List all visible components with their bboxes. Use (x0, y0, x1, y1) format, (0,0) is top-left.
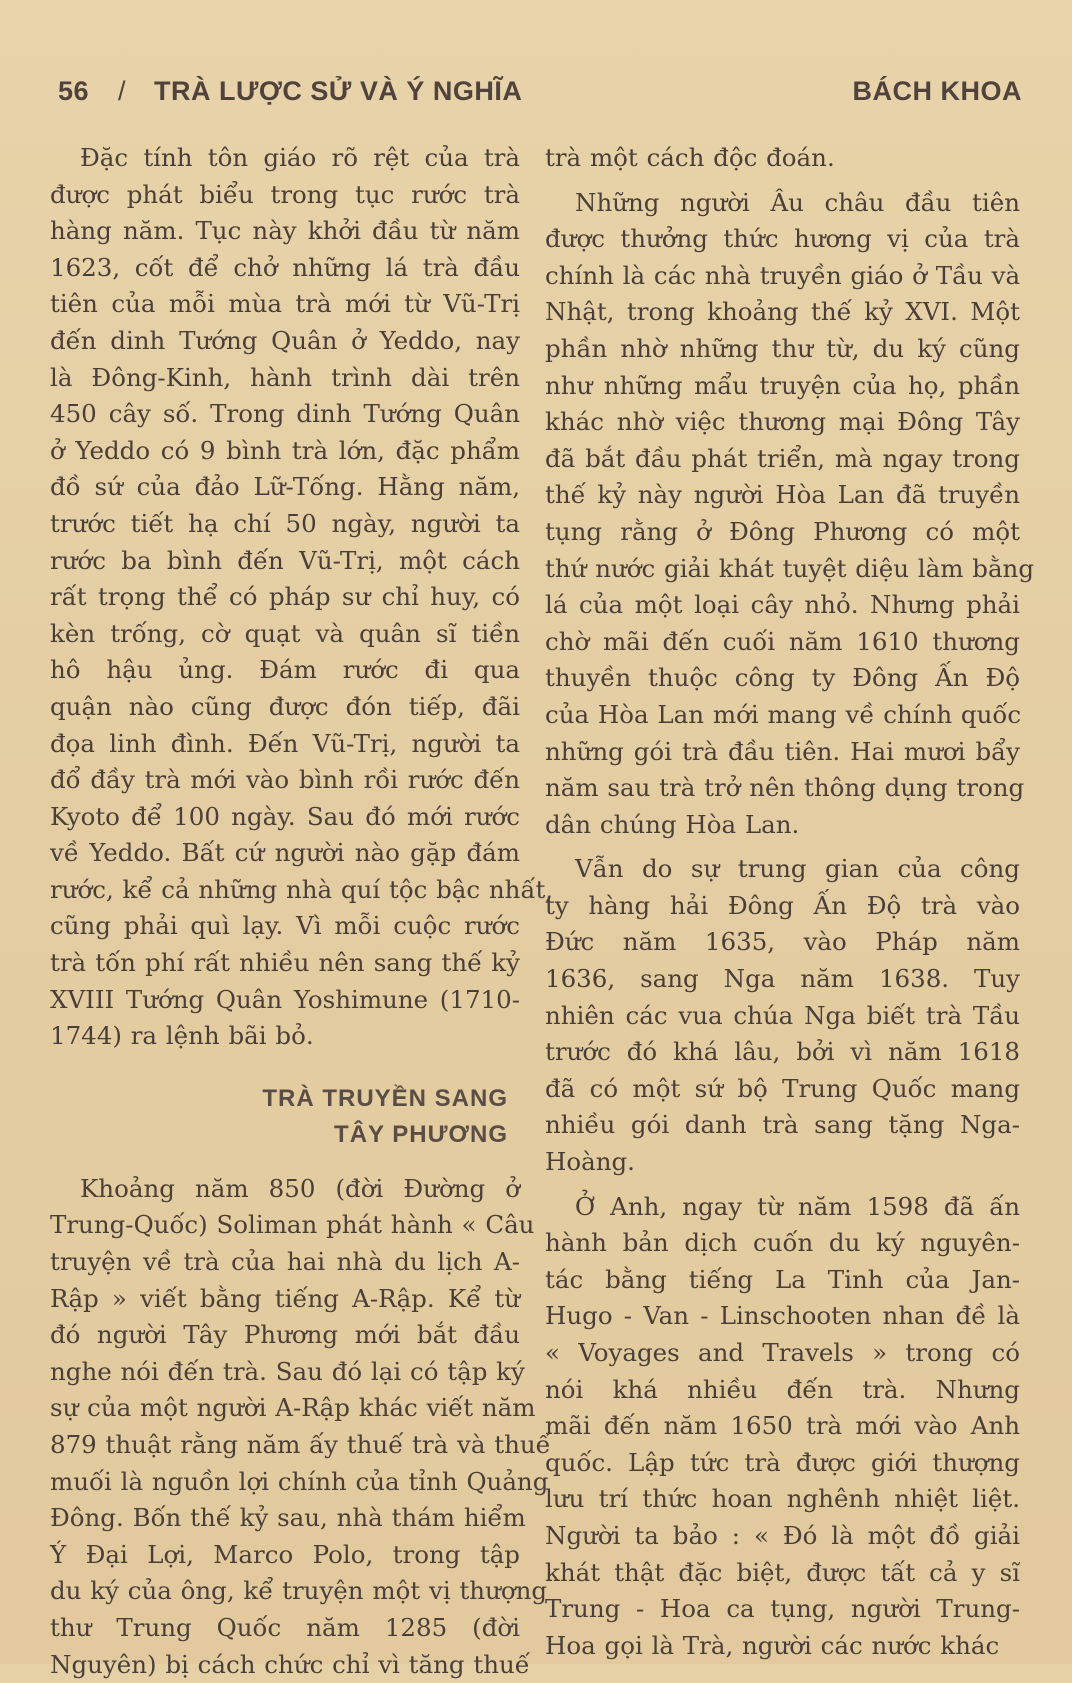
text-line: thế kỷ này người Hòa Lan đã truyền (545, 480, 1020, 510)
text-line: tiên của mỗi mùa trà mới từ Vũ-Trị (50, 289, 520, 319)
text-line: của Hòa Lan mới mang về chính quốc (545, 699, 1022, 729)
text-line: đổ đầy trà mới vào bình rồi rước đến (50, 765, 520, 795)
text-line: trà tốn phí rất nhiều nên sang thế kỷ (50, 948, 520, 978)
text-line: thứ nước giải khát tuyệt diệu làm bằng (545, 553, 1035, 583)
text-line: đã bắt đầu phát triển, mà ngay trong (545, 443, 1020, 473)
text-line: Ở Anh, ngay từ năm 1598 đã ấn (575, 1191, 1020, 1221)
text-line: được thưởng thức hương vị của trà (545, 224, 1020, 254)
text-line: thư Trung Quốc năm 1285 (đời (50, 1612, 520, 1642)
text-line: phần nhờ những thư từ, du ký cũng (545, 333, 1020, 363)
text-line: nhiên các vua chúa Nga biết trà Tầu (545, 1000, 1020, 1030)
text-line: rước ba bình đến Vũ-Trị, một cách (50, 545, 520, 575)
header-separator: / (118, 76, 127, 106)
text-line: 879 thuật rằng năm ấy thuế trà và thuế (50, 1430, 551, 1459)
text-line: nhiều gói danh trà sang tặng Nga- (545, 1110, 1020, 1140)
text-line: lá của một loại cây nhỏ. Nhưng phải (545, 590, 1020, 620)
text-line: đã có một sứ bộ Trung Quốc mang (545, 1073, 1020, 1103)
paragraph (545, 140, 1020, 177)
text-line: ở Yeddo có 9 bình trà lớn, đặc phẩm (50, 435, 520, 465)
text-line: tác bằng tiếng La Tinh của Jan- (545, 1264, 1020, 1294)
text-line: rước, kể cả những nhà quí tộc bậc nhất, (50, 874, 554, 904)
text-line: 1636, sang Nga năm 1638. Tuy (545, 964, 1020, 994)
text-line: hàng năm. Tục này khởi đầu từ năm (50, 216, 520, 246)
text-line: cũng phải quì lạy. Vì mỗi cuộc rước (50, 911, 520, 941)
text-line: mãi đến năm 1650 trà mới vào Anh (545, 1411, 1020, 1441)
text-line: khác nhờ việc thương mại Đông Tây (545, 407, 1020, 437)
text-line: Rập » viết bằng tiếng A-Rập. Kể từ (50, 1283, 520, 1313)
text-line: đồ sứ của đảo Lữ-Tống. Hằng năm, (50, 472, 520, 502)
text-line: hành bản dịch cuốn du ký nguyên- (545, 1228, 1020, 1258)
text-line: Nguyên) bị cách chức chỉ vì tăng thuế (50, 1649, 530, 1679)
text-line: Kyoto để 100 ngày. Sau đó mới rước (50, 801, 520, 831)
text-line: hô hậu ủng. Đám rước đi qua (50, 655, 520, 685)
text-line: là Đông-Kinh, hành trình dài trên (50, 362, 520, 392)
section-heading-line: TRÀ TRUYỀN SANG (262, 1084, 508, 1112)
text-line: trước tiết hạ chí 50 ngày, người ta (50, 508, 520, 538)
text-line: quốc. Lập tức trà được giới thượng (545, 1447, 1020, 1477)
text-line: Đông. Bốn thế kỷ sau, nhà thám hiểm (50, 1503, 526, 1533)
paragraph (50, 140, 554, 1055)
text-line: nghe nói đến trà. Sau đó lại có tập ký (50, 1356, 525, 1386)
text-line: Đặc tính tôn giáo rõ rệt của trà (80, 143, 520, 172)
text-line: Những người Âu châu đầu tiên (575, 187, 1020, 217)
text-line: Khoảng năm 850 (đời Đường ở (80, 1173, 520, 1203)
text-line: Người ta bảo : « Đó là một đồ giải (545, 1520, 1020, 1550)
text-line: 450 cây số. Trong dinh Tướng Quân (50, 399, 520, 429)
text-line: đến dinh Tướng Quân ở Yeddo, nay (50, 325, 520, 355)
page-number: 56 (58, 76, 90, 106)
text-line: Vẫn do sự trung gian của công (575, 854, 1020, 884)
text-line: rất trọng thể có pháp sư chỉ huy, có (50, 582, 520, 612)
paragraph (545, 851, 1020, 1180)
left-column (50, 140, 554, 1679)
text-line: 1623, cốt để chở những lá trà đầu (50, 252, 520, 282)
text-line: Hoa gọi là Trà, người các nước khác (545, 1630, 1000, 1660)
text-line: lưu trí thức hoan nghênh nhiệt liệt. (545, 1484, 1020, 1514)
text-line: Trung-Quốc) Soliman phát hành « Câu (50, 1210, 535, 1240)
text-line: chờ mãi đến cuối năm 1610 thương (545, 626, 1020, 656)
running-header (58, 68, 1030, 112)
text-line: Nhật, trong khoảng thế kỷ XVI. Một (545, 297, 1020, 327)
text-line: như những mẩu truyện của họ, phần (545, 370, 1020, 400)
text-line: Hugo - Van - Linschooten nhan đề là (545, 1301, 1020, 1331)
text-line: 1744) ra lệnh bãi bỏ. (50, 1021, 314, 1051)
section-heading-line: TÂY PHƯƠNG (334, 1120, 508, 1148)
text-line: năm sau trà trở nên thông dụng trong (545, 773, 1025, 803)
paragraph (50, 1171, 551, 1683)
text-line: khát thật đặc biệt, được tất cả y sĩ (545, 1557, 1020, 1587)
text-line: đó người Tây Phương mới bắt đầu (50, 1320, 520, 1350)
text-line: truyện về trà của hai nhà du lịch A- (50, 1247, 520, 1277)
text-line: XVIII Tướng Quân Yoshimune (1710- (50, 984, 520, 1014)
text-line: chính là các nhà truyền giáo ở Tầu và (545, 260, 1021, 290)
paragraph (545, 1189, 1020, 1665)
text-line: « Voyages and Travels » trong có (545, 1338, 1020, 1367)
text-line: tụng rằng ở Đông Phương có một (545, 516, 1020, 546)
section-heading (50, 1081, 508, 1153)
text-line: Đức năm 1635, vào Pháp năm (545, 927, 1020, 957)
text-line: muối là nguồn lợi chính của tỉnh Quảng (50, 1466, 549, 1496)
right-column (545, 140, 1035, 1664)
text-line: trước đó khá lâu, bởi vì năm 1618 (545, 1037, 1020, 1067)
text-line: thuyền thuộc công ty Đông Ấn Độ (545, 663, 1020, 693)
text-line: Trung - Hoa ca tụng, người Trung- (545, 1594, 1020, 1624)
text-line: ty hàng hải Đông Ấn Độ trà vào (545, 890, 1020, 920)
text-line: du ký của ông, kể truyện một vị thượng (50, 1576, 548, 1606)
text-line: nói khá nhiều đến trà. Nhưng (545, 1374, 1020, 1404)
text-line: Hoàng. (545, 1147, 635, 1177)
text-line: dân chúng Hòa Lan. (545, 809, 800, 839)
text-line: trà một cách độc đoán. (545, 143, 835, 172)
text-line: sự của một người A-Rập khác viết năm (50, 1393, 536, 1423)
paragraph (545, 185, 1035, 844)
text-line: đọa linh đình. Đến Vũ-Trị, người ta (50, 728, 520, 758)
text-line: kèn trống, cờ quạt và quân sĩ tiền (50, 618, 520, 648)
text-line: được phát biểu trong tục rước trà (50, 179, 520, 209)
text-line: những gói trà đầu tiên. Hai mươi bẩy (545, 736, 1020, 766)
text-line: về Yeddo. Bất cứ người nào gặp đám (50, 838, 520, 868)
magazine-name: BÁCH KHOA (852, 76, 1022, 106)
article-title: TRÀ LƯỢC SỬ VÀ Ý NGHĨA (154, 76, 523, 106)
text-line: Ý Đại Lợi, Marco Polo, trong tập (50, 1539, 520, 1569)
text-line: quận nào cũng được đón tiếp, đãi (50, 691, 520, 721)
